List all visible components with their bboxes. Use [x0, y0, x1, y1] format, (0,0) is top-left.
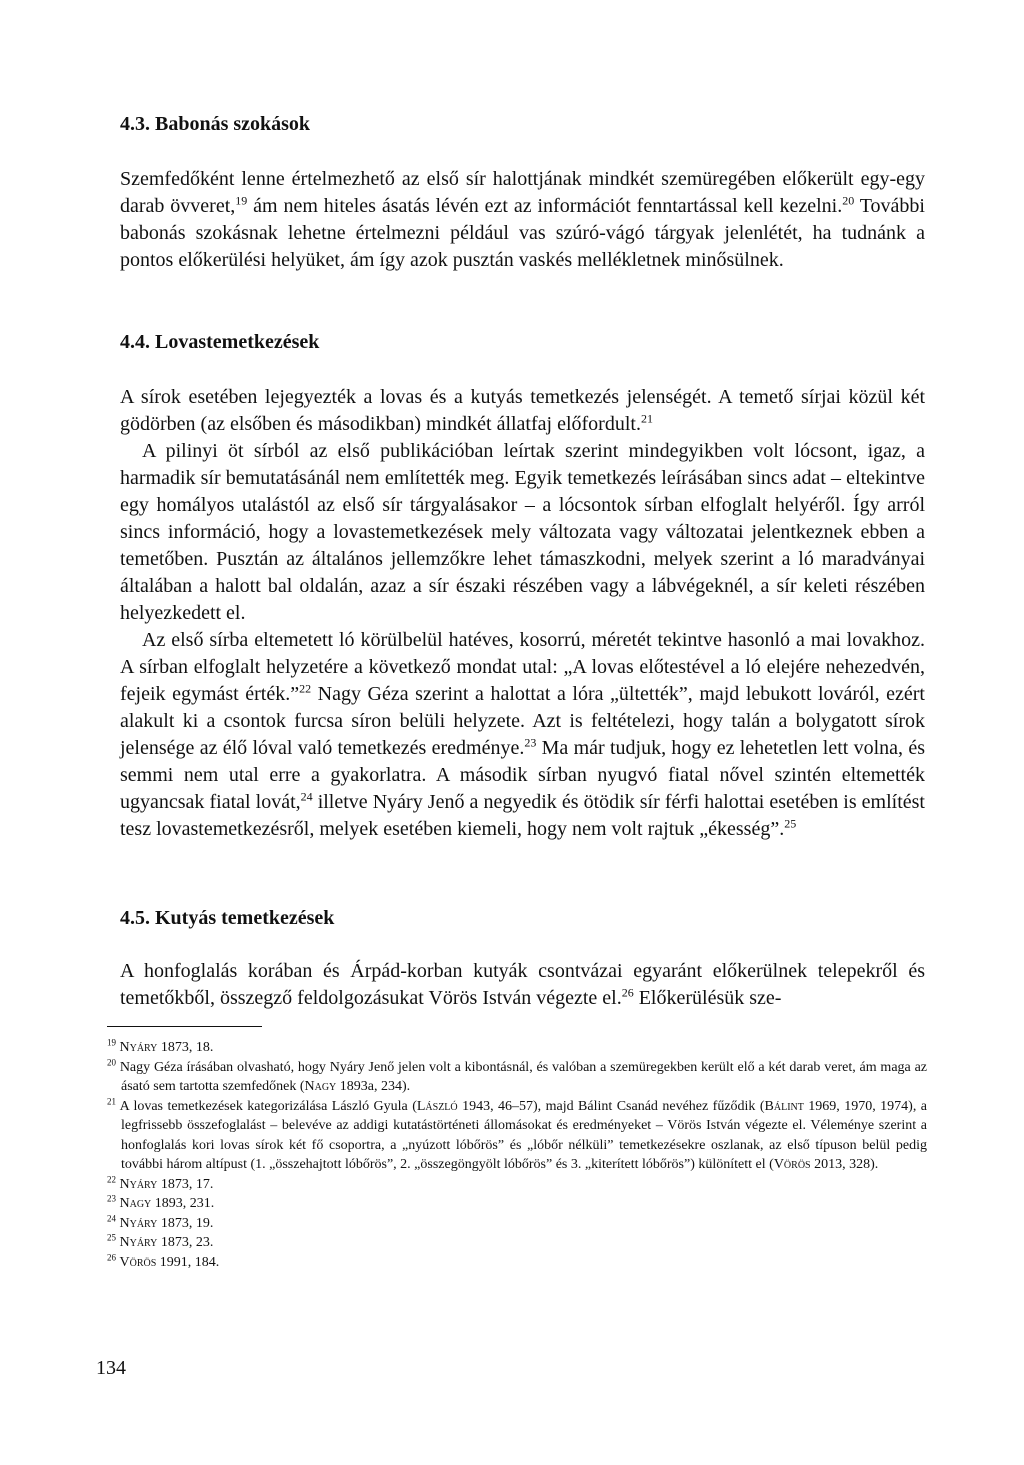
- section-4-3: [120, 111, 925, 274]
- footnote-divider: [107, 1026, 262, 1027]
- author-name: László: [416, 1098, 458, 1114]
- author-name: Nyáry: [119, 1235, 158, 1250]
- text-run: A lovas temetkezések kategorizálása László Gyula (: [119, 1098, 417, 1114]
- footnote-ref: 20: [842, 193, 855, 208]
- paragraph: [120, 627, 925, 843]
- footnote: [107, 1038, 927, 1058]
- footnote: [107, 1175, 927, 1195]
- author-name: Nyáry: [119, 1176, 158, 1192]
- text-run: Szemfedőként lenne értelmezhető az első sír halottjának mindkét szemüregében előkerült egy-egy darab övveret,: [120, 168, 925, 217]
- paragraph: [120, 166, 925, 274]
- section-4-4: [120, 329, 925, 843]
- footnote-ref: 25: [784, 816, 797, 831]
- text-run: Az első sírba eltemetett ló körülbelül hatéves, kosorrú, méretét tekintve hasonló a mai lovakhoz. A sírban elfoglalt helyzetére a következő mondat utal: „A lovas előtestével a ló elejére nehezedvén, fejeik egymást érték.”: [120, 629, 925, 705]
- footnote-ref: 23: [524, 735, 537, 750]
- text-run: 1893, 231.: [151, 1196, 215, 1211]
- text-run: 1969, 1970, 1974), a legfrissebb összefoglalást – belevéve az addigi kutatástörténeti állomásokat és eredményeket – Vörös István végezte el. Véleménye szerint a honfoglalás kori lovas sírok két fő csoportra, a „nyúzott lóbőrös” és „lóbőr nélküli” temetkezésekre oszlanak, az első típuson belül pedig további három altípust (1. „összehajtott lóbőrös”, 2. „összegöngyölt lóbőrös” és 3. „kiterített lóbőrös”) különített el (: [121, 1098, 927, 1172]
- text-run: 2013, 328).: [810, 1157, 879, 1172]
- paragraph: [120, 384, 925, 438]
- footnote-number: 19: [107, 1037, 116, 1048]
- footnotes: [107, 1038, 927, 1272]
- text-run: Előkerülésük sze-: [633, 987, 782, 1009]
- section-heading: 4.5. Kutyás temetkezések: [120, 907, 335, 929]
- section-heading: 4.4. Lovastemetkezések: [120, 331, 320, 353]
- page-number: 134: [96, 1357, 126, 1379]
- text-run: A sírok esetében lejegyezték a lovas és a kutyás temetkezés jelenségét. A temető sírjai közül két gödörben (az elsőben és másodikban) mindkét állatfaj előfordult.: [120, 386, 925, 435]
- footnote: [107, 1058, 927, 1097]
- footnote-number: 23: [107, 1193, 116, 1204]
- text-run: Nagy Géza írásában olvasható, hogy Nyáry Jenő jelen volt a kibontásnál, és valóban a szemüregekben került elő a két darab veret, ám maga az ásató sem tartotta szemfedőnek (: [119, 1059, 927, 1094]
- section-heading: 4.3. Babonás szokások: [120, 113, 311, 135]
- author-name: Vörös: [773, 1157, 811, 1172]
- footnote-ref: 21: [640, 411, 653, 426]
- text-run: ám nem hiteles ásatás lévén ezt az információt fenntartással kell kezelni.: [247, 195, 843, 217]
- footnote-number: 22: [107, 1173, 116, 1184]
- author-name: Nagy: [304, 1079, 337, 1094]
- footnote-number: 25: [107, 1232, 116, 1243]
- text-run: illetve Nyáry Jenő a negyedik és ötödik sír férfi halottai esetében is említést tesz lovastemetkezésről, melyek esetében kiemeli, hogy nem volt rajtuk „ékesség”.: [120, 791, 925, 840]
- footnote-number: 21: [107, 1095, 116, 1106]
- author-name: Bálint: [764, 1098, 804, 1114]
- text-run: Nagy Géza szerint a halottat a lóra „ültették”, majd lebukott lováról, ezért alakult ki a csontok furcsa síron belüli helyzete. Azt is feltételezi, hogy talán a bolygatott sírok jelensége az élő lóval való temetkezés eredménye.: [120, 683, 925, 759]
- footnote-ref: 19: [235, 193, 248, 208]
- author-name: Vörös: [119, 1254, 157, 1270]
- footnote-ref: 26: [621, 985, 634, 1000]
- text-run: További babonás szokásnak lehetne értelmezni például vas szúró-vágó tárgyak jelenlétét, ha tudnánk a pontos előkerülési helyüket, ám így azok pusztán vaskés mellékletnek minősülnek.: [120, 195, 925, 271]
- text-run: 1873, 19.: [157, 1215, 214, 1231]
- footnote: [107, 1097, 927, 1175]
- author-name: Nagy: [119, 1196, 152, 1211]
- footnote-number: 24: [107, 1212, 116, 1223]
- text-run: 1943, 46–57), majd Bálint Csanád nevéhez fűződik (: [457, 1098, 765, 1114]
- text-run: A honfoglalás korában és Árpád-korban kutyák csontvázai egyaránt előkerülnek telepekről és temetőkből, összegző feldolgozásukat Vörös István végezte el.: [120, 960, 925, 1009]
- footnote-ref: 22: [299, 681, 312, 696]
- footnote: [107, 1233, 927, 1253]
- footnote-number: 20: [107, 1056, 116, 1067]
- paragraph: [120, 438, 925, 627]
- text-run: 1873, 23.: [157, 1235, 214, 1250]
- text-run: A pilinyi öt sírból az első publikációban leírtak szerint mindegyikben volt lócsont, igaz, a harmadik sír bemutatásánál nem említették meg. Egyik temetkezés leírásában sincs adat – eltekintve egy homályos utalástól az első sír tárgyalásakor – a lócsontok sírban elfoglalt helyéről. Így arról sincs információ, hogy a lovastemetkezések mely változata vagy változatai jelentkeznek ebben a temetőben. Pusztán az általános jellemzőkre lehet támaszkodni, melyek szerint a ló maradványai általában a halott bal oldalán, azaz a sír északi részében vagy a lábvégeknél, a sír keleti részében helyezkedett el.: [120, 440, 925, 624]
- section-4-5: [120, 905, 925, 1012]
- footnote-ref: 24: [300, 789, 313, 804]
- text-run: 1991, 184.: [156, 1254, 220, 1270]
- footnote: [107, 1214, 927, 1234]
- text-run: Ma már tudjuk, hogy ez lehetetlen lett volna, és semmi nem utal erre a gyakorlatra. A második sírban nyugvó fiatal nővel szintén eltemették ugyancsak fiatal lovát,: [120, 737, 926, 813]
- footnote: [107, 1253, 927, 1273]
- author-name: Nyáry: [119, 1215, 158, 1231]
- text-run: 1893a, 234).: [336, 1079, 411, 1094]
- text-run: 1873, 18.: [157, 1040, 214, 1055]
- author-name: Nyáry: [119, 1040, 158, 1055]
- footnote-number: 26: [107, 1251, 116, 1262]
- footnote: [107, 1194, 927, 1214]
- paragraph: [120, 958, 925, 1012]
- text-run: 1873, 17.: [157, 1176, 214, 1192]
